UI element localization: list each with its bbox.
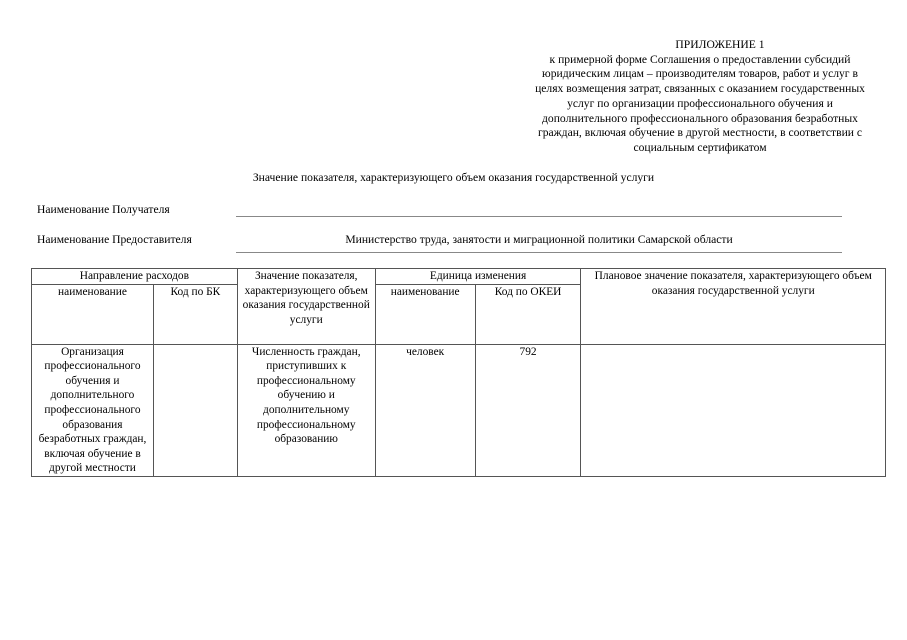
- appendix-line: граждан, включая обучение в другой местности, в соответствии с: [537, 126, 863, 140]
- header-unit-name: наименование: [375, 284, 475, 344]
- appendix-line: социальным сертификатом: [633, 140, 767, 154]
- table-row: [32, 344, 886, 476]
- appendix-line: дополнительного профессионального образования безработных: [542, 111, 858, 125]
- appendix-line: целях возмещения затрат, связанных с оказанием государственных: [535, 82, 865, 96]
- header-bk-code: Код по БК: [153, 284, 237, 344]
- appendix-line: к примерной форме Соглашения о предоставлении субсидий: [549, 52, 851, 66]
- appendix-line: услуг по организации профессионального обучения и: [567, 96, 833, 110]
- cell-okei: 792: [475, 344, 581, 476]
- provider-value: Министерство труда, занятости и миграционной политики Самарской области: [345, 233, 733, 246]
- cell-planned: [581, 344, 886, 476]
- provider-underline: [236, 252, 842, 253]
- recipient-label: Наименование Получателя: [37, 203, 170, 216]
- appendix-header: [505, 38, 895, 156]
- recipient-underline: [236, 216, 842, 217]
- header-okei: Код по ОКЕИ: [475, 284, 581, 344]
- cell-bk-code: [153, 344, 237, 476]
- provider-label: Наименование Предоставителя: [37, 233, 192, 246]
- cell-unit-name: человек: [375, 344, 475, 476]
- indicator-table: [31, 268, 886, 477]
- header-indicator: Значение показателя, характеризующего объем оказания государственной услуги: [237, 269, 375, 345]
- cell-indicator: Численность граждан, приступивших к профессиональному обучению и дополнительному профессиональному образованию: [237, 344, 375, 476]
- appendix-title: ПРИЛОЖЕНИЕ 1: [675, 38, 765, 51]
- header-name: наименование: [32, 284, 154, 344]
- header-direction-group: Направление расходов: [32, 269, 238, 285]
- header-unit-group: Единица изменения: [375, 269, 581, 285]
- document-heading: Значение показателя, характеризующего объем оказания государственной услуги: [252, 171, 655, 184]
- header-planned: Плановое значение показателя, характеризующего объем оказания государственной услуги: [581, 269, 886, 345]
- appendix-line: юридическим лицам – производителям товаров, работ и услуг в: [542, 67, 858, 81]
- cell-name: Организация профессионального обучения и дополнительного профессионального образования безработных граждан, включая обучение в другой местности: [32, 344, 154, 476]
